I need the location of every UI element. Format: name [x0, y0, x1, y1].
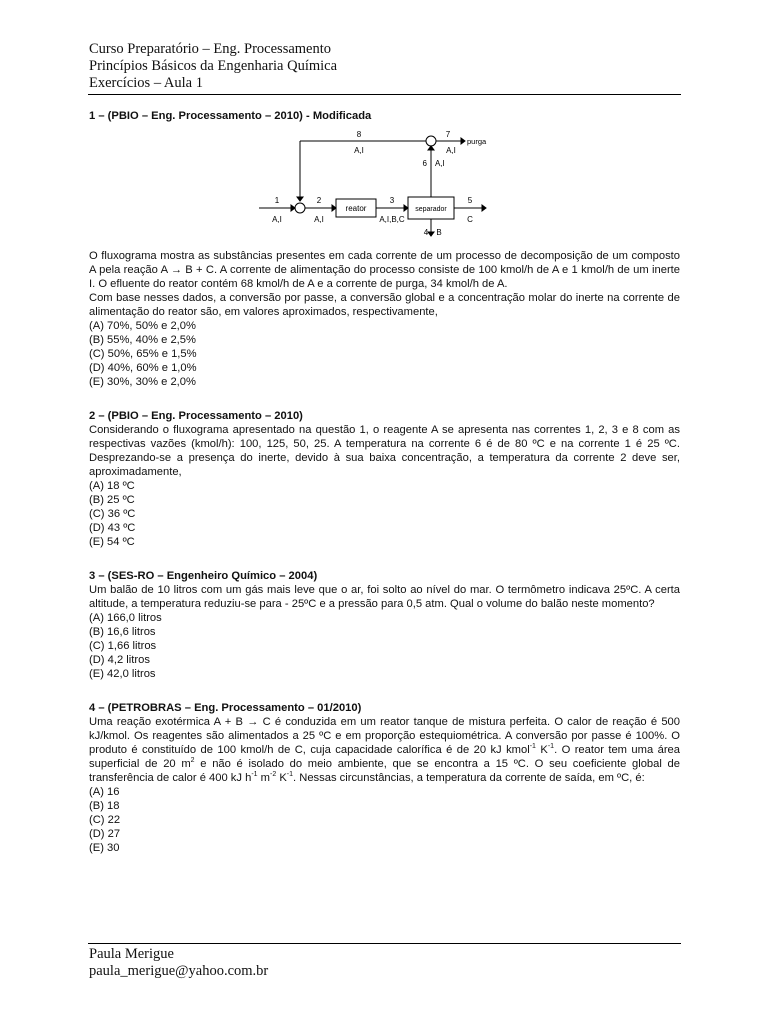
stream-5-components: C — [467, 215, 473, 224]
arrow-icon — [461, 138, 465, 144]
stream-3-number: 3 — [389, 196, 395, 205]
question-4-title: 4 – (PETROBRAS – Eng. Processamento – 01/2010) — [89, 702, 362, 714]
reactor-label: reator — [345, 204, 367, 213]
exponent: -1 — [529, 743, 536, 750]
stream-2-number: 2 — [316, 196, 322, 205]
subject-title: Princípios Básicos da Engenharia Química — [89, 58, 338, 74]
option-e: (E) 54 ºC — [89, 536, 135, 548]
statement-text: K — [535, 744, 548, 756]
option-d: (D) 4,2 litros — [89, 654, 150, 666]
question-3-statement: Um balão de 10 litros com um gás mais leve que o ar, foi solto ao nível do mar. O termômetro indicava 25ºC. A certa altitude, a temperatura reduziu-se para - 25ºC e a pressão para 0,5 atm. Qual o volume do balão neste momento? — [89, 584, 680, 610]
option-b: (B) 55%, 40% e 2,5% — [89, 334, 196, 346]
option-d: (D) 27 — [89, 828, 121, 840]
question-4-options — [89, 785, 680, 855]
question-1-title: 1 – (PBIO – Eng. Processamento – 2010) - Modificada — [89, 110, 372, 122]
statement-text: . Nessas circunstâncias, a temperatura da corrente de saída, em ºC, é: — [293, 772, 645, 784]
statement-text: K — [276, 772, 287, 784]
arrow-icon — [428, 232, 434, 236]
question-2 — [89, 409, 680, 549]
statement-text: e não é isolado do meio ambiente, que se encontra a 15 ºC. O seu coeficiente global de transferência de calor é 400 kJ h — [89, 758, 680, 784]
option-b: (B) 18 — [89, 800, 120, 812]
option-a: (A) 166,0 litros — [89, 612, 162, 624]
question-4 — [89, 701, 680, 855]
stream-8-components: A,I — [354, 146, 364, 155]
mixer-node — [295, 203, 305, 213]
option-a: (A) 18 ºC — [89, 480, 135, 492]
exponent: -1 — [251, 771, 258, 778]
document-body — [89, 109, 680, 855]
stream-8-number: 8 — [356, 130, 362, 139]
process-flowchart — [239, 128, 489, 238]
question-2-statement: Considerando o fluxograma apresentado na questão 1, o reagente A se apresenta nas correntes 1, 2, 3 e 8 com as respectivas vazões (kmol/h): 100, 125, 50, 25. A temperatura na corrente 6 é de 80 ºC e na corrente 1 é 25 ºC. Desprezando-se a presença do inerte, devido à sua baixa concentração, a temperatura da corrente 2 deve ser, aproximadamente, — [89, 424, 680, 478]
exponent: -1 — [286, 771, 294, 778]
question-1-prompt: Com base nesses dados, a conversão por passe, a conversão global e a concentração molar do inerte na corrente de alimentação do reator são, em valores aproximados, respectivamente, — [89, 292, 680, 318]
stream-1-number: 1 — [274, 196, 280, 205]
author-email: paula_merigue@yahoo.com.br — [89, 963, 269, 979]
arrow-icon — [428, 146, 434, 150]
question-1 — [89, 109, 680, 389]
arrow-icon — [404, 205, 408, 211]
stream-7-number: 7 — [445, 130, 451, 139]
stream-2-components: A,I — [314, 215, 324, 224]
page-header — [89, 41, 337, 92]
arrow-icon — [297, 197, 303, 201]
splitter-node — [426, 136, 436, 146]
lesson-title: Exercícios – Aula 1 — [89, 75, 203, 91]
statement-text: . O reator tem uma área superficial de 20 m — [89, 744, 680, 770]
option-c: (C) 1,66 litros — [89, 640, 157, 652]
arrow-icon — [482, 205, 486, 211]
stream-4-components: B — [436, 228, 442, 237]
stream-6-components: A,I — [435, 159, 445, 168]
page-footer — [89, 946, 268, 980]
stream-1-components: A,I — [272, 215, 282, 224]
footer-divider — [88, 943, 681, 944]
statement-text: m — [257, 772, 270, 784]
exponent: 2 — [190, 757, 195, 764]
stream-3-components: A,I,B,C — [379, 215, 405, 224]
stream-6-number: 6 — [422, 159, 427, 168]
question-1-statement: O fluxograma mostra as substâncias presentes em cada corrente de um processo de decomposição de um composto A pela reação A → B + C. A corrente de alimentação do processo consiste de 100 kmol/h de A e 1 kmol/h de um inerte I. O efluente do reator contém 68 kmol/h de A e a corrente de purga, 34 kmol/h de A. — [89, 250, 680, 290]
statement-text: Uma reação exotérmica A + B → C é conduzida em um reator tanque de mistura perfeita. O calor de reação é 500 kJ/kmol. Os reagentes são alimentados a 25 ºC e em proporção estequiométrica. A conversão por passe é 100%. O produto é constituído de 100 kmol/h de C, cuja capacidade calorífica é de 20 kJ kmol — [89, 716, 680, 756]
option-a: (A) 70%, 50% e 2,0% — [89, 320, 196, 332]
arrow-icon — [332, 205, 336, 211]
option-c: (C) 36 ºC — [89, 508, 136, 520]
question-3 — [89, 569, 680, 681]
purge-label: purga — [467, 137, 487, 146]
option-e: (E) 30%, 30% e 2,0% — [89, 376, 196, 388]
question-4-statement — [89, 715, 680, 785]
separator-label: separador — [415, 206, 447, 213]
stream-5-number: 5 — [467, 196, 473, 205]
option-d: (D) 40%, 60% e 1,0% — [89, 362, 197, 374]
header-divider — [88, 94, 681, 95]
question-1-options — [89, 319, 680, 389]
question-2-title: 2 – (PBIO – Eng. Processamento – 2010) — [89, 410, 303, 422]
question-3-options — [89, 611, 680, 681]
arrow-icon — [291, 205, 295, 211]
exponent: -2 — [269, 771, 277, 778]
option-b: (B) 16,6 litros — [89, 626, 156, 638]
option-c: (C) 50%, 65% e 1,5% — [89, 348, 197, 360]
option-e: (E) 30 — [89, 842, 120, 854]
option-c: (C) 22 — [89, 814, 121, 826]
stream-4-number: 4 — [423, 228, 429, 237]
option-a: (A) 16 — [89, 786, 120, 798]
option-d: (D) 43 ºC — [89, 522, 136, 534]
course-title: Curso Preparatório – Eng. Processamento — [89, 41, 332, 57]
option-e: (E) 42,0 litros — [89, 668, 156, 680]
exponent: -1 — [547, 743, 555, 750]
question-3-title: 3 – (SES-RO – Engenheiro Químico – 2004) — [89, 570, 318, 582]
author-name: Paula Merigue — [89, 946, 174, 962]
question-2-options — [89, 479, 680, 549]
option-b: (B) 25 ºC — [89, 494, 135, 506]
stream-7-components: A,I — [446, 146, 456, 155]
